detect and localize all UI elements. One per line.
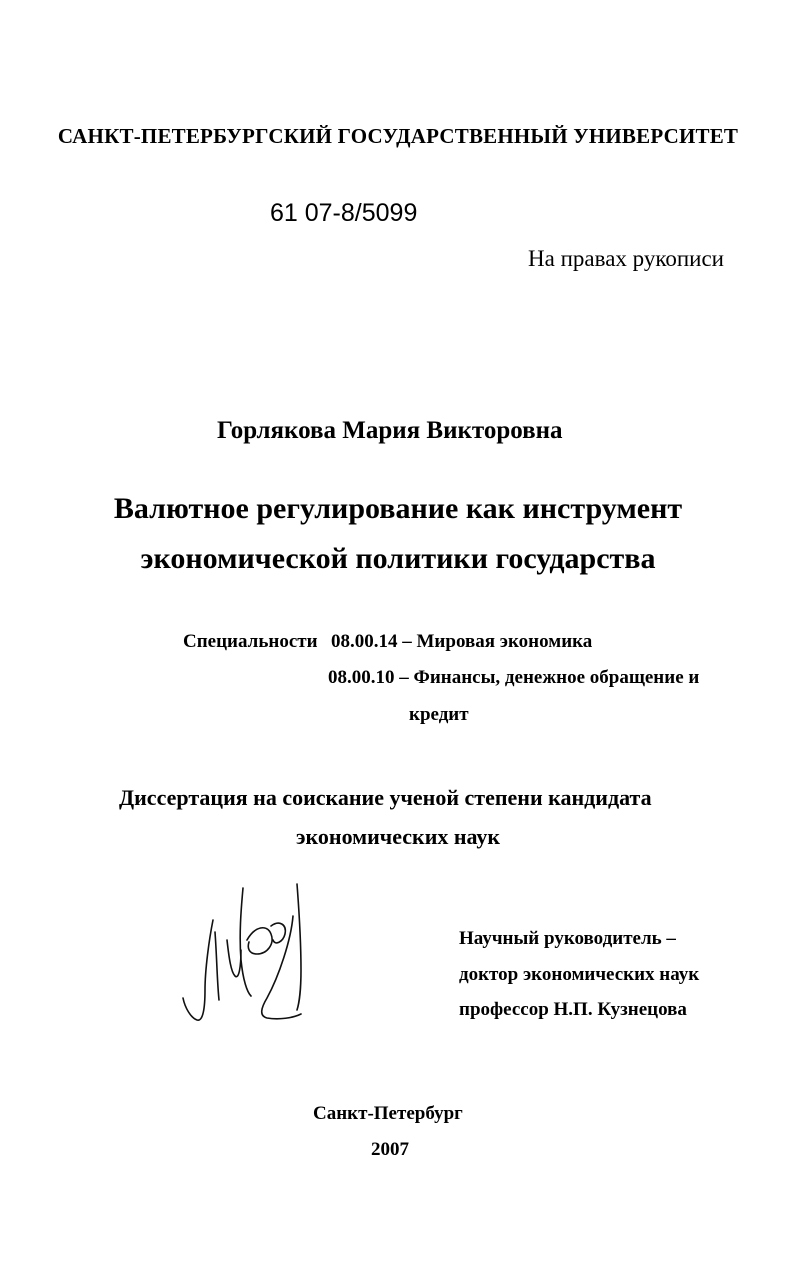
degree-line-2: экономических наук: [296, 824, 501, 849]
specialty-finance: 08.00.10 – Финансы, денежное обращение и: [328, 667, 700, 688]
specialty-world-economy: 08.00.14 – Мировая экономика: [331, 631, 593, 652]
author-name: Горлякова Мария Викторовна: [217, 417, 563, 444]
manuscript-note: На правах рукописи: [528, 246, 724, 271]
university-name: САНКТ-ПЕТЕРБУРГСКИЙ ГОСУДАРСТВЕННЫЙ УНИВЕРСИТЕТ: [57, 124, 739, 148]
specialty-finance-continuation: кредит: [409, 704, 469, 725]
signature: [175, 880, 315, 1030]
archive-code: 61 07-8/5099: [270, 199, 418, 227]
dissertation-title-line-2: экономической политики государства: [140, 542, 656, 575]
advisor-title: Научный руководитель –: [459, 928, 676, 949]
advisor-degree: доктор экономических наук: [459, 964, 700, 985]
advisor-name: профессор Н.П. Кузнецова: [459, 999, 687, 1020]
specialties-label: Специальности: [183, 631, 318, 652]
degree-line-1: Диссертация на соискание ученой степени кандидата: [119, 785, 652, 810]
year: 2007: [371, 1139, 409, 1160]
city: Санкт-Петербург: [313, 1103, 463, 1124]
dissertation-title-line-1: Валютное регулирование как инструмент: [113, 492, 683, 525]
